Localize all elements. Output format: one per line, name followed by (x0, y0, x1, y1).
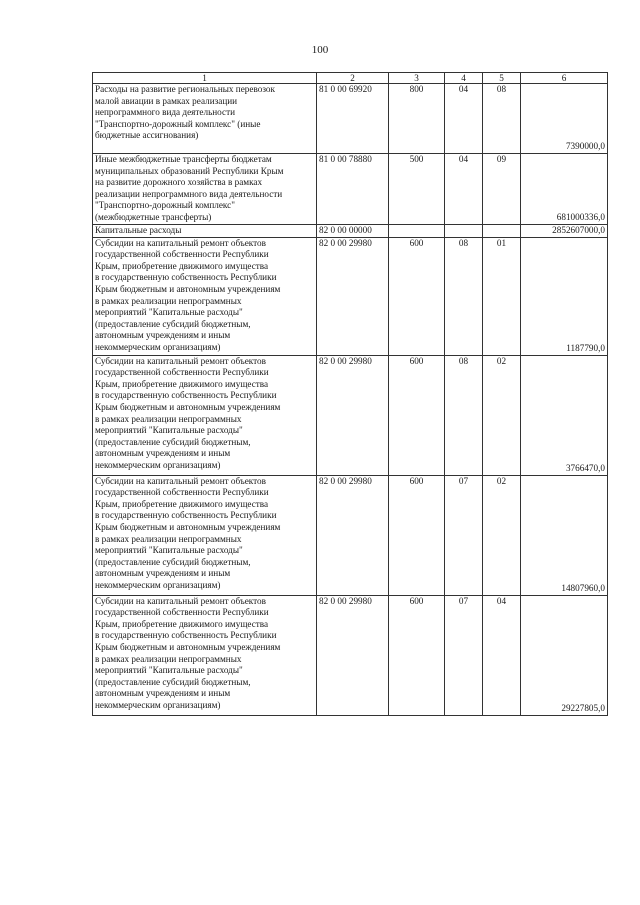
row-expense-type-cell: 600 (389, 595, 445, 715)
column-header-5: 5 (483, 73, 521, 84)
row-name-cell: Расходы на развитие региональных перевозок малой авиации в рамках реализации непрограммного вида деятельности "Транспортно-дорожный комплекс" (иные бюджетные ассигнования) (93, 84, 317, 154)
row-amount-cell: 29227805,0 (521, 595, 608, 715)
row-section-cell (445, 225, 483, 238)
row-section-cell: 08 (445, 355, 483, 475)
row-code-cell: 81 0 00 69920 (317, 84, 389, 154)
row-code-cell: 82 0 00 29980 (317, 355, 389, 475)
row-expense-type-cell: 600 (389, 475, 445, 595)
row-subsection-cell: 02 (483, 475, 521, 595)
column-header-2: 2 (317, 73, 389, 84)
row-code-cell: 81 0 00 78880 (317, 154, 389, 225)
row-subsection-cell: 04 (483, 595, 521, 715)
row-amount-cell: 1187790,0 (521, 237, 608, 355)
row-section-cell: 04 (445, 84, 483, 154)
row-section-cell: 07 (445, 595, 483, 715)
table-row (93, 154, 608, 225)
budget-table (92, 72, 608, 716)
row-amount-cell: 2852607000,0 (521, 225, 608, 238)
budget-table-body (93, 73, 608, 716)
row-subsection-cell: 02 (483, 355, 521, 475)
row-amount-cell: 7390000,0 (521, 84, 608, 154)
row-name-cell: Субсидии на капитальный ремонт объектов государственной собственности Республики Крым, приобретение движимого имущества в государственную собственность Республики Крым бюджетным и автономным учреждениям в рамках реализации непрограммных мероприятий "Капитальные расходы" (предоставление субсидий бюджетным, автономным учреждениям и иным некоммерческим организациям) (93, 355, 317, 475)
row-subsection-cell: 08 (483, 84, 521, 154)
row-amount-cell: 14807960,0 (521, 475, 608, 595)
row-code-cell: 82 0 00 00000 (317, 225, 389, 238)
row-code-cell: 82 0 00 29980 (317, 475, 389, 595)
table-row (93, 595, 608, 715)
row-subsection-cell (483, 225, 521, 238)
row-name-cell: Субсидии на капитальный ремонт объектов государственной собственности Республики Крым, приобретение движимого имущества в государственную собственность Республики Крым бюджетным и автономным учреждениям в рамках реализации непрограммных мероприятий "Капитальные расходы" (предоставление субсидий бюджетным, автономным учреждениям и иным некоммерческим организациям) (93, 237, 317, 355)
row-subsection-cell: 01 (483, 237, 521, 355)
page-number: 100 (311, 44, 329, 56)
column-header-3: 3 (389, 73, 445, 84)
row-expense-type-cell (389, 225, 445, 238)
table-row (93, 225, 608, 238)
row-name-cell: Иные межбюджетные трансферты бюджетам муниципальных образований Республики Крым на развитие дорожного хозяйства в рамках реализации непрограммного вида деятельности "Транспортно-дорожный комплекс" (межбюджетные трансферты) (93, 154, 317, 225)
row-section-cell: 04 (445, 154, 483, 225)
row-expense-type-cell: 600 (389, 237, 445, 355)
row-amount-cell: 3766470,0 (521, 355, 608, 475)
row-name-cell: Капитальные расходы (93, 225, 317, 238)
row-name-cell: Субсидии на капитальный ремонт объектов государственной собственности Республики Крым, приобретение движимого имущества в государственную собственность Республики Крым бюджетным и автономным учреждениям в рамках реализации непрограммных мероприятий "Капитальные расходы" (предоставление субсидий бюджетным, автономным учреждениям и иным некоммерческим организациям) (93, 595, 317, 715)
table-row (93, 475, 608, 595)
row-name-cell: Субсидии на капитальный ремонт объектов государственной собственности Республики Крым, приобретение движимого имущества в государственную собственность Республики Крым бюджетным и автономным учреждениям в рамках реализации непрограммных мероприятий "Капитальные расходы" (предоставление субсидий бюджетным, автономным учреждениям и иным некоммерческим организациям) (93, 475, 317, 595)
row-expense-type-cell: 600 (389, 355, 445, 475)
table-row (93, 237, 608, 355)
table-header-row (93, 73, 608, 84)
row-subsection-cell: 09 (483, 154, 521, 225)
column-header-4: 4 (445, 73, 483, 84)
row-code-cell: 82 0 00 29980 (317, 237, 389, 355)
row-code-cell: 82 0 00 29980 (317, 595, 389, 715)
column-header-1: 1 (93, 73, 317, 84)
table-row (93, 355, 608, 475)
row-amount-cell: 681000336,0 (521, 154, 608, 225)
row-expense-type-cell: 500 (389, 154, 445, 225)
row-section-cell: 07 (445, 475, 483, 595)
row-expense-type-cell: 800 (389, 84, 445, 154)
row-section-cell: 08 (445, 237, 483, 355)
column-header-6: 6 (521, 73, 608, 84)
table-row (93, 84, 608, 154)
